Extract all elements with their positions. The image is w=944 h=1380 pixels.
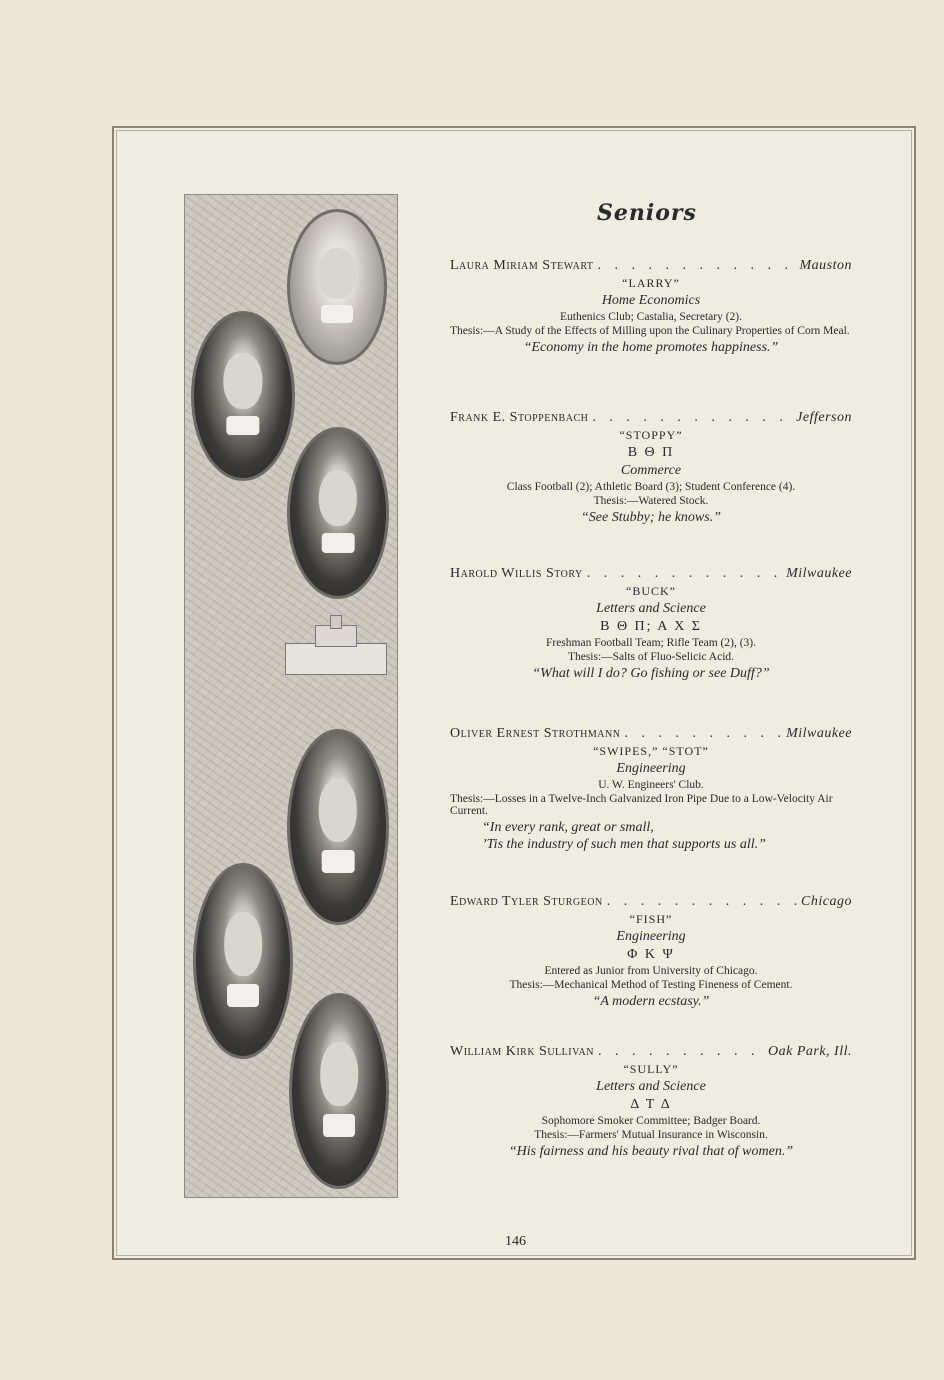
senior-thesis: Thesis:—Salts of Fluo-Selicic Acid.: [567, 651, 735, 663]
name-line: [450, 410, 852, 426]
senior-fraternity: Β Θ Π; Α Χ Σ: [600, 619, 702, 634]
senior-activities: Freshman Football Team; Rifle Team (2), (3).: [545, 637, 757, 649]
senior-name: Frank E. Stoppenbach: [450, 410, 589, 425]
senior-entry: [450, 566, 852, 683]
leader-dots: [607, 894, 797, 910]
senior-name: Edward Tyler Sturgeon: [450, 894, 603, 909]
senior-name: William Kirk Sullivan: [450, 1044, 594, 1059]
page-title: Seniors: [597, 200, 697, 226]
senior-town: Oak Park, Ill.: [768, 1044, 852, 1059]
portrait-face: [318, 248, 356, 299]
senior-thesis: Thesis:—Losses in a Twelve-Inch Galvanized Iron Pipe Due to a Low-Velocity Air Current.: [450, 793, 833, 818]
senior-entry: [450, 1044, 852, 1161]
leader-dots: [598, 1044, 764, 1060]
senior-town: Milwaukee: [786, 726, 852, 741]
portrait-edward-sturgeon: [193, 863, 293, 1059]
portrait-collar: [321, 305, 353, 323]
portrait-laura-stewart: [287, 209, 387, 365]
portrait-face: [224, 912, 262, 977]
name-line: [450, 566, 852, 582]
senior-course: Letters and Science: [596, 1079, 706, 1094]
senior-name: Laura Miriam Stewart: [450, 258, 594, 273]
senior-activities: U. W. Engineers' Club.: [598, 779, 704, 791]
portrait-collage: [184, 194, 398, 1198]
senior-activities: Sophomore Smoker Committee; Badger Board.: [541, 1115, 761, 1127]
senior-quote-line-1: “In every rank, great or small,: [482, 820, 654, 836]
senior-fraternity: Δ Τ Δ: [630, 1097, 672, 1112]
senior-entry: [450, 258, 852, 357]
portrait-collar: [226, 416, 259, 436]
senior-activities: Class Football (2); Athletic Board (3); Student Conference (4).: [506, 481, 796, 493]
senior-entry: [450, 410, 852, 527]
senior-name: Harold Willis Story: [450, 566, 583, 581]
portrait-collar: [322, 850, 355, 873]
senior-town: Jefferson: [796, 410, 852, 425]
senior-nickname: “SULLY”: [623, 1062, 679, 1076]
senior-quote: “See Stubby; he knows.”: [581, 510, 721, 526]
campus-building-illustration: [275, 615, 395, 675]
senior-town: Milwaukee: [786, 566, 852, 581]
senior-nickname: “FISH”: [629, 912, 673, 926]
senior-nickname: “BUCK”: [626, 584, 676, 598]
leader-dots: [598, 258, 796, 274]
name-line: [450, 1044, 852, 1060]
senior-quote-line-2: ’Tis the industry of such men that supports us all.”: [482, 836, 766, 852]
senior-entry: [450, 894, 852, 1011]
page-number: 146: [505, 1234, 526, 1249]
senior-entry: [450, 726, 852, 854]
senior-course: Commerce: [620, 463, 682, 478]
portrait-harold-story: [287, 427, 389, 599]
portrait-face: [319, 778, 357, 843]
senior-quote: “A modern ecstasy.”: [592, 994, 710, 1010]
name-line: [450, 258, 852, 274]
senior-course: Engineering: [616, 761, 686, 776]
senior-quote: “Economy in the home promotes happiness.”: [523, 340, 779, 356]
senior-nickname: “SWIPES,” “STOT”: [593, 744, 709, 758]
senior-thesis: Thesis:—A Study of the Effects of Milling upon the Culinary Properties of Corn Meal.: [450, 325, 850, 337]
senior-course: Letters and Science: [596, 601, 706, 616]
portrait-collar: [322, 533, 355, 553]
senior-activities: Entered as Junior from University of Chicago.: [544, 965, 758, 977]
senior-activities: Euthenics Club; Castalia, Secretary (2).: [559, 311, 743, 323]
portrait-frank-stoppenbach: [191, 311, 295, 481]
senior-thesis: Thesis:—Mechanical Method of Testing Fineness of Cement.: [509, 979, 793, 991]
leader-dots: [587, 566, 782, 582]
senior-thesis: Thesis:—Watered Stock.: [593, 495, 709, 507]
senior-course: Engineering: [616, 929, 686, 944]
senior-thesis: Thesis:—Farmers' Mutual Insurance in Wisconsin.: [534, 1129, 768, 1141]
portrait-face: [319, 470, 357, 526]
portrait-collar: [227, 984, 259, 1007]
senior-nickname: “LARRY”: [622, 276, 680, 290]
senior-name: Oliver Ernest Strothmann: [450, 726, 621, 741]
senior-town: Chicago: [801, 894, 852, 909]
portrait-william-sullivan: [289, 993, 389, 1189]
leader-dots: [624, 726, 782, 742]
portrait-face: [223, 353, 262, 409]
senior-town: Mauston: [799, 258, 852, 273]
portrait-oliver-strothmann: [287, 729, 389, 925]
name-line: [450, 726, 852, 742]
leader-dots: [592, 410, 792, 426]
portrait-face: [320, 1042, 358, 1107]
senior-quote: “What will I do? Go fishing or see Duff?”: [532, 666, 770, 682]
senior-fraternity: Φ Κ Ψ: [627, 947, 675, 962]
senior-nickname: “STOPPY”: [619, 428, 683, 442]
senior-quote: “His fairness and his beauty rival that of women.”: [508, 1144, 794, 1160]
name-line: [450, 894, 852, 910]
portrait-collar: [323, 1114, 355, 1137]
senior-course: Home Economics: [601, 293, 701, 308]
senior-fraternity: Β Θ Π: [627, 445, 675, 460]
